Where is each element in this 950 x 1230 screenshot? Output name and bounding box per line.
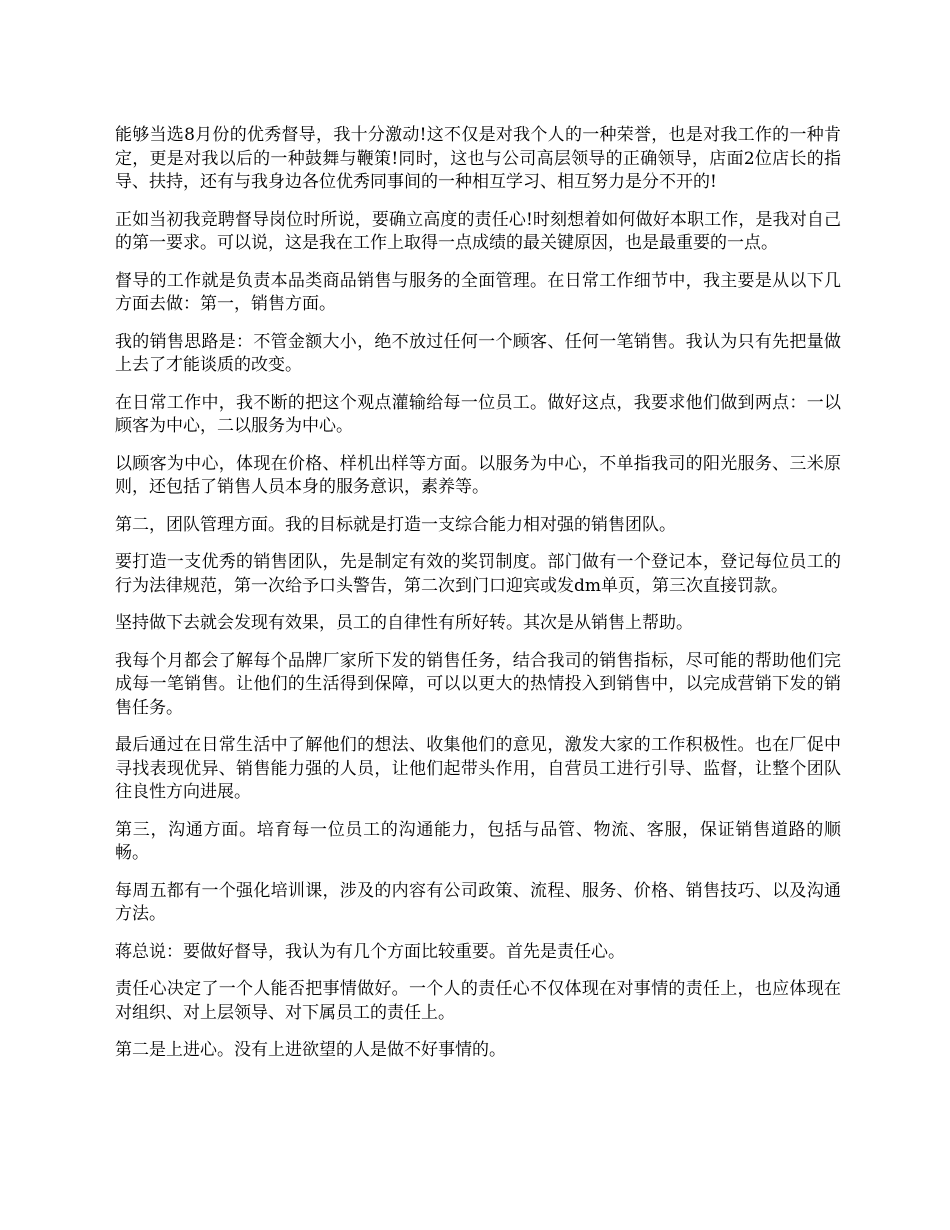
paragraph: 要打造一支优秀的销售团队，先是制定有效的奖罚制度。部门做有一个登记本，登记每位员工的行为法律规范，第一次给予口头警告，第二次到门口迎宾或发dm单页，第三次直接罚款。 <box>115 552 841 596</box>
paragraph: 我每个月都会了解每个品牌厂家所下发的销售任务，结合我司的销售指标，尽可能的帮助他们完成每一笔销售。让他们的生活得到保障，可以以更大的热情投入到销售中，以完成营销下发的销售任务。 <box>115 650 841 718</box>
paragraph: 第二是上进心。没有上进欲望的人是做不好事情的。 <box>115 1040 506 1060</box>
paragraph: 第二，团队管理方面。我的目标就是打造一支综合能力相对强的销售团队。 <box>115 514 676 535</box>
paragraph: 以顾客为中心，体现在价格、样机出样等方面。以服务为中心，不单指我司的阳光服务、三米原则，还包括了销售人员本身的服务意识，素养等。 <box>115 453 841 497</box>
document-body <box>115 124 841 1077</box>
paragraph: 每周五都有一个强化培训课，涉及的内容有公司政策、流程、服务、价格、销售技巧、以及沟通方法。 <box>115 880 841 924</box>
paragraph: 正如当初我竞聘督导岗位时所说，要确立高度的责任心!时刻想着如何做好本职工作，是我对自己的第一要求。可以说，这是我在工作上取得一点成绩的最关键原因，也是最重要的一点。 <box>115 209 841 253</box>
paragraph: 督导的工作就是负责本品类商品销售与服务的全面管理。在日常工作细节中，我主要是从以下几方面去做：第一，销售方面。 <box>115 270 841 314</box>
paragraph: 我的销售思路是：不管金额大小，绝不放过任何一个顾客、任何一笔销售。我认为只有先把量做上去了才能谈质的改变。 <box>115 331 841 375</box>
paragraph: 能够当选8月份的优秀督导，我十分激动!这不仅是对我个人的一种荣誉，也是对我工作的一种肯定，更是对我以后的一种鼓舞与鞭策!同时，这也与公司高层领导的正确领导，店面2位店长的指导、扶持，还有与我身边各位优秀同事间的一种相互学习、相互努力是分不开的! <box>115 125 841 192</box>
paragraph: 坚持做下去就会发现有效果，员工的自律性有所好转。其次是从销售上帮助。 <box>115 613 693 633</box>
paragraph: 责任心决定了一个人能否把事情做好。一个人的责任心不仅体现在对事情的责任上，也应体现在对组织、对上层领导、对下属员工的责任上。 <box>115 979 841 1023</box>
paragraph: 第三，沟通方面。培育每一位员工的沟通能力，包括与品管、物流、客服，保证销售道路的顺畅。 <box>115 819 841 863</box>
paragraph: 在日常工作中，我不断的把这个观点灌输给每一位员工。做好这点，我要求他们做到两点：一以顾客为中心，二以服务为中心。 <box>115 392 841 436</box>
paragraph: 蒋总说：要做好督导，我认为有几个方面比较重要。首先是责任心。 <box>115 941 625 962</box>
paragraph: 最后通过在日常生活中了解他们的想法、收集他们的意见，激发大家的工作积极性。也在厂促中寻找表现优异、销售能力强的人员，让他们起带头作用，自营员工进行引导、监督，让整个团队往良性方向进展。 <box>115 735 841 802</box>
